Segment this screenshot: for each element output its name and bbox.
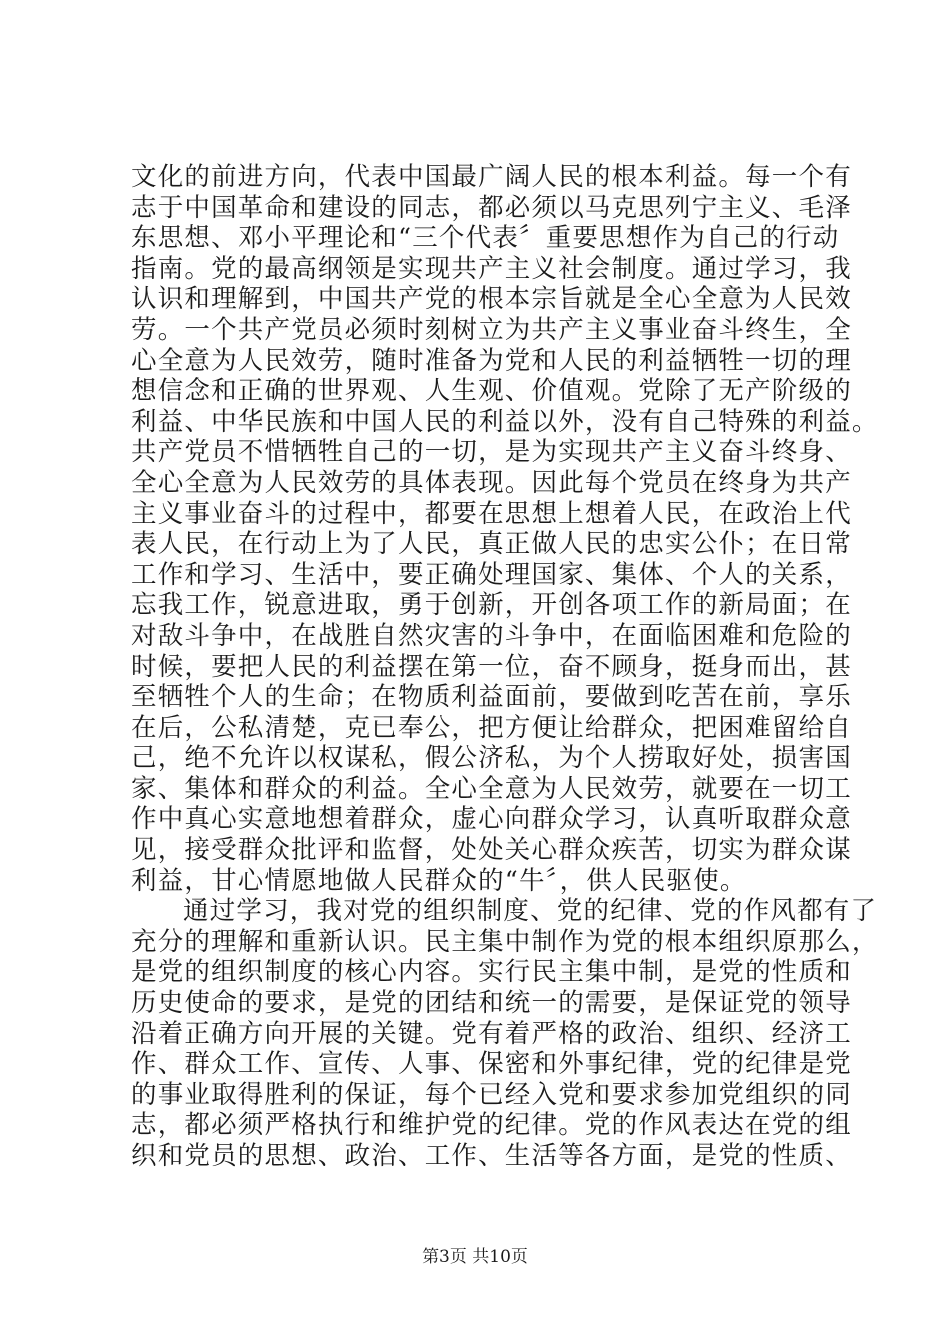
text-line: 文化的前进方向，代表中国最广阔人民的根本利益。每一个有 bbox=[131, 162, 852, 192]
text-line: 见，接受群众批评和监督，处处关心群众疾苦，切实为群众谋 bbox=[131, 835, 852, 866]
text-line: 利益，甘心情愿地做人民群众的“牛〞，供人民驱使。 bbox=[131, 865, 747, 896]
paragraph-start-line: 通过学习，我对党的组织制度、党的纪律、党的作风都有了 bbox=[183, 896, 878, 927]
text-line: 利益、中华民族和中国人民的利益以外，没有自己特殊的利益。 bbox=[131, 406, 879, 437]
text-line: 作、群众工作、宣传、人事、保密和外事纪律，党的纪律是党 bbox=[131, 1049, 852, 1080]
text-line: 时候，要把人民的利益摆在第一位，奋不顾身，挺身而出，甚 bbox=[131, 651, 852, 682]
text-line: 织和党员的思想、政治、工作、生活等各方面，是党的性质、 bbox=[131, 1141, 852, 1171]
text-line: 对敌斗争中，在战胜自然灾害的斗争中，在面临困难和危险的 bbox=[131, 620, 852, 651]
text-line: 家、集体和群众的利益。全心全意为人民效劳，就要在一切工 bbox=[131, 773, 852, 804]
text-line: 忘我工作，锐意进取，勇于创新，开创各项工作的新局面；在 bbox=[131, 590, 852, 621]
text-line: 历史使命的要求，是党的团结和统一的需要，是保证党的领导 bbox=[131, 988, 852, 1019]
text-line: 沿着正确方向开展的关键。党有着严格的政治、组织、经济工 bbox=[131, 1018, 852, 1049]
text-line: 至牺牲个人的生命；在物质利益面前，要做到吃苦在前，享乐 bbox=[131, 682, 852, 713]
text-line: 想信念和正确的世界观、人生观、价值观。党除了无产阶级的 bbox=[131, 376, 852, 407]
document-body bbox=[131, 162, 879, 1172]
text-line: 充分的理解和重新认识。民主集中制作为党的根本组织原那么， bbox=[131, 926, 879, 957]
page-number-footer: 第3页 共10页 bbox=[422, 1247, 528, 1267]
text-line: 劳。一个共产党员必须时刻树立为共产主义事业奋斗终生，全 bbox=[131, 314, 852, 345]
text-line: 工作和学习、生活中，要正确处理国家、集体、个人的关系， bbox=[131, 559, 852, 590]
text-line: 共产党员不惜牺牲自己的一切，是为实现共产主义奋斗终身、 bbox=[131, 437, 852, 468]
text-line: 心全意为人民效劳，随时准备为党和人民的利益牺牲一切的理 bbox=[131, 345, 852, 376]
text-line: 志于中国革命和建设的同志，都必须以马克思列宁主义、毛泽 bbox=[131, 192, 852, 223]
text-line: 是党的组织制度的核心内容。实行民主集中制，是党的性质和 bbox=[131, 957, 852, 988]
text-line: 东思想、邓小平理论和“三个代表〞重要思想作为自己的行动 bbox=[131, 223, 840, 254]
text-line: 在后，公私清楚，克已奉公，把方便让给群众，把困难留给自 bbox=[131, 712, 852, 743]
text-line: 的事业取得胜利的保证，每个已经入党和要求参加党组织的同 bbox=[131, 1079, 852, 1110]
text-line: 表人民，在行动上为了人民，真正做人民的忠实公仆；在日常 bbox=[131, 529, 852, 560]
text-line: 志，都必须严格执行和维护党的纪律。党的作风表达在党的组 bbox=[131, 1110, 852, 1141]
text-line: 作中真心实意地想着群众，虚心向群众学习，认真听取群众意 bbox=[131, 804, 852, 835]
text-line: 认识和理解到，中国共产党的根本宗旨就是全心全意为人民效 bbox=[131, 284, 852, 315]
text-line: 全心全意为人民效劳的具体表现。因此每个党员在终身为共产 bbox=[131, 467, 852, 498]
text-line: 己，绝不允许以权谋私，假公济私，为个人捞取好处，损害国 bbox=[131, 743, 852, 774]
text-line: 主义事业奋斗的过程中，都要在思想上想着人民，在政治上代 bbox=[131, 498, 852, 529]
text-line: 指南。党的最高纲领是实现共产主义社会制度。通过学习，我 bbox=[131, 253, 852, 284]
